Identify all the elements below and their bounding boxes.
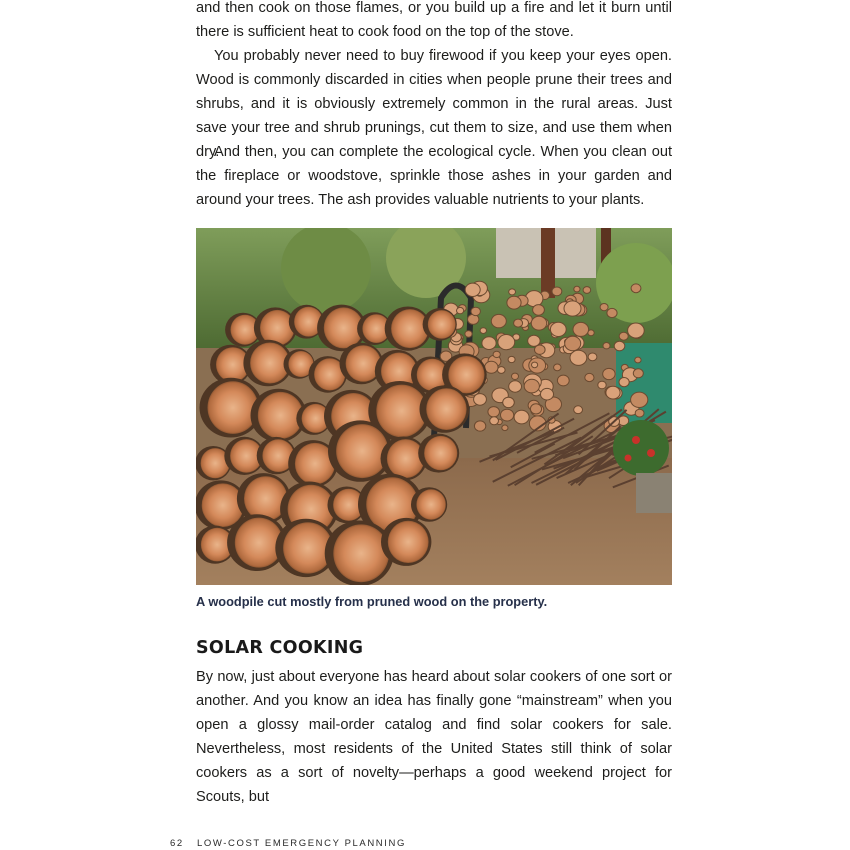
stick-end bbox=[503, 397, 515, 407]
stick-end bbox=[491, 314, 506, 327]
log-end bbox=[258, 392, 303, 439]
red-berry bbox=[632, 436, 640, 444]
stick-end bbox=[465, 331, 472, 338]
stick-end bbox=[502, 425, 508, 431]
stick-end bbox=[480, 328, 486, 334]
stick-end bbox=[552, 287, 562, 296]
stick-end bbox=[509, 381, 522, 392]
stick-end bbox=[619, 332, 628, 340]
stick-end bbox=[498, 367, 506, 374]
stick-end bbox=[457, 307, 464, 313]
log-end bbox=[336, 424, 388, 478]
stick-end bbox=[603, 368, 615, 379]
section-paragraph: By now, just about everyone has heard about solar cookers of one sort or another. And you know an idea has finally gone “mainstream” when you open a glossy mail-order catalog and find solar cookers for sale. Nevertheless, most residents of the United States still think of solar cookers as a sort of novelty—perhaps a good weekend project for Scouts, but bbox=[196, 669, 672, 805]
stick-end bbox=[607, 308, 617, 317]
stick-end bbox=[635, 357, 641, 363]
plant-pot bbox=[636, 473, 672, 513]
stick-end bbox=[574, 406, 583, 414]
stick-end bbox=[501, 409, 514, 421]
woodpile-image bbox=[196, 228, 672, 585]
stick-end bbox=[628, 323, 645, 338]
stick-end bbox=[509, 289, 516, 295]
stick-end bbox=[474, 421, 485, 431]
log-end bbox=[391, 309, 429, 348]
log-end bbox=[376, 385, 427, 438]
red-berry bbox=[647, 449, 655, 457]
tree-trunk bbox=[541, 228, 555, 298]
stick-end bbox=[554, 364, 561, 371]
stick-end bbox=[606, 386, 620, 399]
stick-end bbox=[631, 284, 641, 293]
page-number: 62 bbox=[170, 838, 184, 849]
stick-end bbox=[490, 417, 499, 425]
log-end bbox=[202, 483, 244, 527]
stick-end bbox=[512, 373, 519, 379]
body-paragraph-2: You probably never need to buy firewood if you keep your eyes open. Wood is commonly discarded in cities when people prune their trees and shrubs, and it is obviously extremely common in the rural areas. Just save your tree and shrub prunings, cut them to size, and use them when dry. bbox=[196, 48, 672, 160]
stick-end bbox=[530, 404, 541, 414]
stick-end bbox=[485, 361, 498, 373]
stick-end bbox=[633, 369, 643, 378]
log-end bbox=[428, 310, 456, 339]
stick-end bbox=[531, 316, 546, 330]
potted-plant bbox=[613, 420, 669, 476]
stick-end bbox=[535, 345, 546, 354]
stick-end bbox=[508, 356, 515, 362]
stick-end bbox=[541, 388, 554, 400]
stick-end bbox=[573, 322, 589, 336]
stick-end bbox=[514, 410, 529, 424]
stick-end bbox=[564, 301, 581, 316]
stick-end bbox=[471, 307, 480, 315]
stick-end bbox=[507, 296, 521, 309]
log-end bbox=[208, 381, 259, 434]
log-end bbox=[235, 518, 283, 568]
stick-end bbox=[532, 362, 538, 368]
stick-end bbox=[603, 343, 610, 349]
stick-end bbox=[514, 319, 523, 327]
figure-caption: A woodpile cut mostly from pruned wood on the property. bbox=[196, 594, 548, 609]
stick-end bbox=[588, 353, 597, 361]
stick-end bbox=[465, 283, 480, 296]
stick-end bbox=[557, 375, 569, 386]
stick-end bbox=[598, 381, 606, 389]
stick-end bbox=[635, 409, 644, 417]
log-end bbox=[333, 524, 389, 582]
stick-end bbox=[488, 407, 500, 417]
stick-end bbox=[482, 337, 496, 350]
stick-end bbox=[619, 378, 629, 387]
body-paragraph-3: And then, you can complete the ecological cycle. When you clean out the fireplace or woodstove, sprinkle those ashes in your garden and around your trees. The ash provides valuable nutrients to your plants. bbox=[196, 144, 672, 208]
stick-end bbox=[565, 336, 581, 350]
running-footer-title: LOW-COST EMERGENCY PLANNING bbox=[197, 838, 406, 849]
log-end bbox=[424, 436, 457, 470]
stick-end bbox=[498, 335, 515, 350]
log-end bbox=[416, 489, 445, 519]
woodpile-photo bbox=[196, 228, 672, 585]
stick-end bbox=[600, 304, 608, 311]
stick-end bbox=[550, 322, 566, 336]
body-paragraph-1: and then cook on those flames, or you build up a fire and let it burn until there is sufficient heat to cook food on the top of the stove. bbox=[196, 0, 672, 40]
stick-end bbox=[585, 373, 594, 381]
log-end bbox=[426, 388, 466, 430]
stick-end bbox=[493, 351, 500, 357]
stick-end bbox=[524, 379, 539, 393]
stick-end bbox=[583, 287, 591, 294]
stick-end bbox=[631, 392, 648, 407]
log-end bbox=[388, 521, 429, 563]
log-end bbox=[387, 439, 425, 478]
stick-end bbox=[474, 394, 487, 406]
section-heading: SOLAR COOKING bbox=[196, 638, 364, 658]
red-berry bbox=[625, 455, 632, 462]
stick-end bbox=[574, 286, 580, 292]
stick-end bbox=[614, 341, 625, 351]
stick-end bbox=[533, 305, 545, 316]
